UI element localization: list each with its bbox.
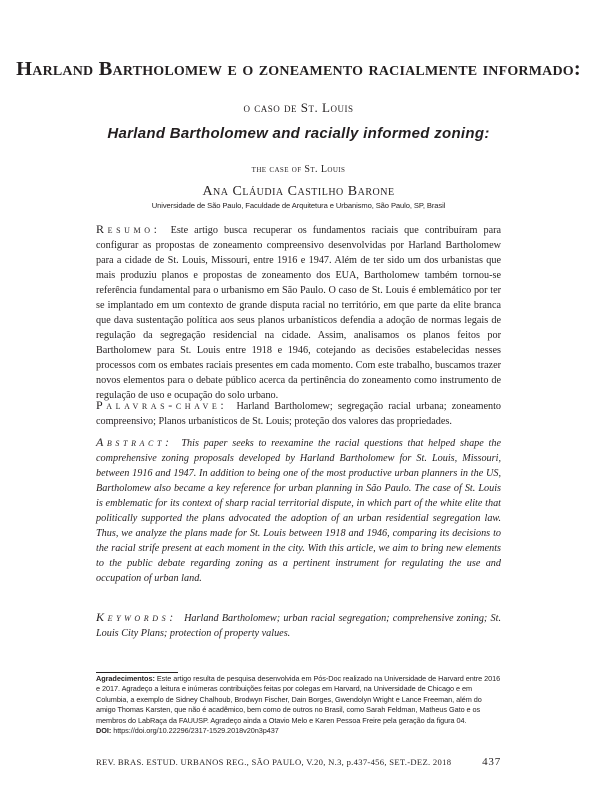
title-english: Harland Bartholomew and racially informed zoning: [107, 125, 490, 142]
footnote-divider [96, 672, 178, 673]
title-portuguese: Harland Bartholomew e o zoneamento racialmente informado: [16, 58, 581, 80]
keywords-paragraph [96, 610, 501, 641]
keywords-text: Harland Bartholomew; urban racial segregation; comprehensive zoning; St. Louis City Plans; protection of property values. [96, 613, 501, 639]
resumo-text: Este artigo busca recuperar os fundamentos raciais que contribuíram para configurar as propostas de zoneamento compreensivo desenvolvidas por Harland Bartholomew para a cidade de St. Louis, Missouri, entre 1916 e 1947. Além de ter sido um dos urbanistas que mais produziu planos e propostas de zoneamento dos EUA, Bartholomew também tornou-se referência fundamental para o urbanismo em São Paulo. O caso de St. Louis é emblemático por ter se implantado em um contexto de grande disputa racial no território, em que parte da elite branca que dava sustentação política aos seus planos urbanísticos defendia a adoção de normas legais de regulação da segregação residencial na cidade. Assim, analisamos os planos feitos por Bartholomew para St. Louis entre 1918 e 1946, cotejando as decisões estabelecidas nesses processos com os embates raciais presentes em cada momento. Com este trabalho, buscamos trazer novos elementos para o debate público acerca da pertinência do zoneamento como instrumento de regulação de uso e ocupação do solo urbano. [96, 225, 502, 401]
author-name: Ana Cláudia Castilho Barone [202, 184, 395, 199]
palavras-chave-paragraph [96, 398, 501, 429]
journal-reference: REV. BRAS. ESTUD. URBANOS REG., SÃO PAULO, V.20, N.3, p.437-456, SET.-DEZ. 2018 [96, 757, 452, 767]
acknowledgements-label: Agradecimentos: [96, 674, 155, 683]
doi-link[interactable]: https://doi.org/10.22296/2317-1529.2018v20n3p437 [113, 726, 279, 736]
acknowledgements-text: Este artigo resulta de pesquisa desenvolvida em Pós-Doc realizado na Universidade de Harvard entre 2016 e 2017. Agradeço a leitura e inúmeras contribuições feitas por colegas em Harvard, na Universidade de Chicago e em Columbia, a exemplo de Sidney Chalhoub, Brodwyn Fischer, Dain Borges, Gwendolyn Wright e Lance Freeman, além do amigo Thomas Karsten, que não é acadêmico, bem como de outros no Brasil, como Sarah Feldman, Matheus Gato e os membros do LabRaça da FAUUSP. Agradeço ainda a Otavio Melo e Karen Pessoa Freire pela geração da figura 04. [96, 674, 501, 725]
subtitle-portuguese: o caso de St. Louis [243, 100, 354, 115]
author-affiliation: Universidade de São Paulo, Faculdade de Arquitetura e Urbanismo, São Paulo, SP, Brasil [151, 201, 446, 210]
palavras-chave-label: Palavras-chave: [96, 398, 228, 412]
abstract-text: This paper seeks to reexamine the racial questions that helped shape the comprehensive zoning proposals developed by Harland Bartholomew for St. Louis, Missouri, between 1916 and 1947. In addition to being one of the most productive urban planners in the US, Bartholomew also became a key reference for urban planning in São Paulo. The case of St. Louis is emblematic for its context of sharp racial territorial dispute, in which part of the white elite that politically supported the plans advocated the adoption of an urban residential segregation law. Thus, we analyze the plans made for St. Louis between 1918 and 1946, comparing its decisions to the racial strife present at each moment in the city. With this article, we aim to bring new elements to the public debate regarding zoning as a pertinent instrument for regulating the use and occupation of urban land. [96, 438, 501, 584]
abstract-label: Abstract: [96, 435, 173, 449]
keywords-label: Keywords: [96, 610, 177, 624]
doi-label: DOI: [96, 726, 112, 736]
palavras-chave-text: Harland Bartholomew; segregação racial urbana; zoneamento compreensivo; Planos urbanísticos de St. Louis; proteção dos valores das propriedades. [96, 401, 501, 427]
abstract-paragraph [96, 435, 501, 586]
resumo-label: Resumo: [96, 222, 161, 236]
page-number: 437 [482, 756, 501, 768]
footnote [96, 674, 501, 736]
resumo-paragraph [96, 222, 501, 403]
subtitle-english: the case of St. Louis [251, 164, 346, 175]
